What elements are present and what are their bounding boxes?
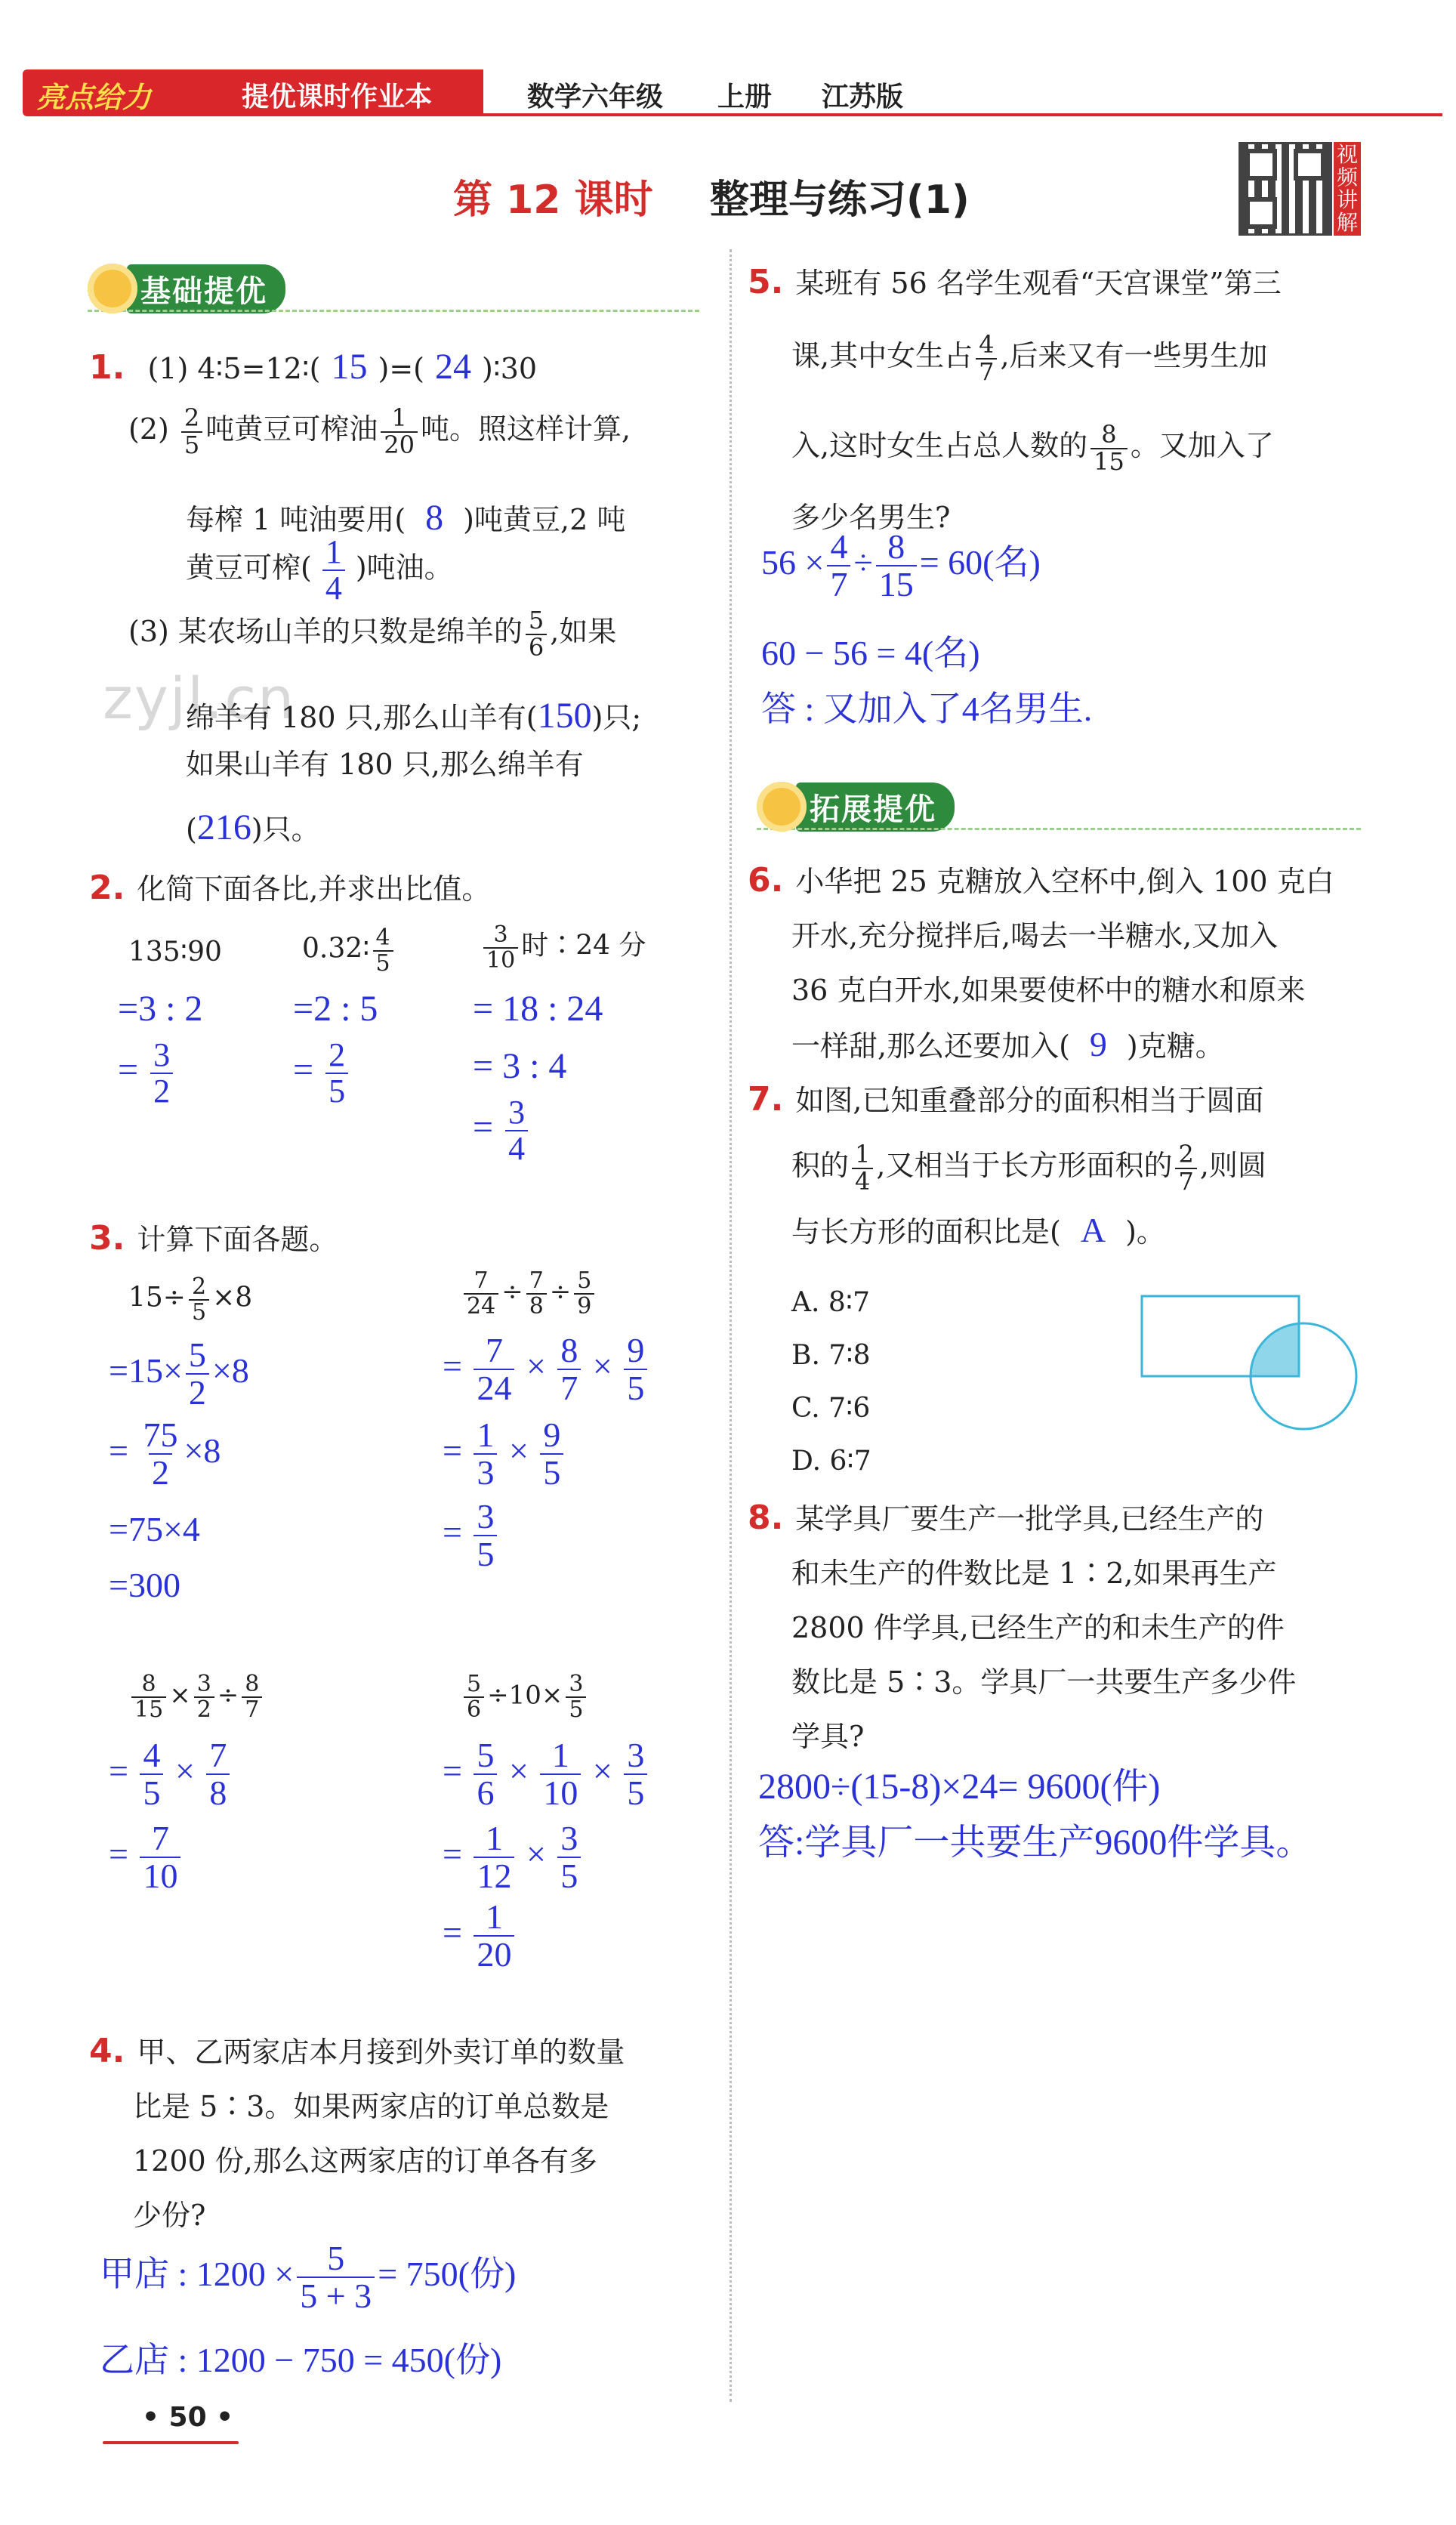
q3-expr4-question: $\frac{5}{6}$ ÷10× $\frac{3}{5}$ [461,1672,589,1721]
q3-expr3-step1: = $\frac{4}{5}$ × $\frac{7}{8}$ [109,1737,233,1812]
header-brand: 亮点给力 [36,81,152,114]
lesson-number: 第 12 课时 [453,177,653,223]
q3-expr4-step2: = $\frac{1}{12}$ × $\frac{3}{5}$ [443,1820,584,1895]
q1-part2-line2: 每榨 1 吨油要用( 8 )吨黄豆,2 吨 [186,498,626,538]
header-bar [23,69,1442,121]
q4-text: 4. 甲、乙两家店本月接到外卖订单的数量 比是 5∶3。如果两家店的订单总数是 1200 份,那么这两家店的订单各有多 少份? [89,2032,625,2232]
q2-col1-answer2: = $\frac{3}{2}$ [118,1038,176,1109]
qr-caption: 视频讲解 [1334,142,1361,236]
q7-options [791,1276,871,1488]
q2-col3-question: $\frac{3}{10}$ 时∶24 分 [480,923,646,972]
q3-expr2-step1: = $\frac{7}{24}$ × $\frac{8}{7}$ × $\frac{9}{5}$ [443,1332,650,1407]
q3-expr2-step3: = $\frac{3}{5}$ [443,1499,500,1573]
q1-part2-line3: 黄豆可榨( $\frac{1}{4}$ )吨油。 [186,533,453,607]
section-basic-rule [88,310,699,312]
column-divider [730,249,732,2402]
q1-answer-2: 24 [435,347,471,387]
sprout-icon [88,264,137,313]
q6-text: 6. 小华把 25 克糖放入空杯中,倒入 100 克白 开水,充分搅拌后,喝去一半糖水,又加入 36 克白开水,如果要使杯中的糖水和原来 一样甜,那么还要加入( 9 )克糖。 [748,861,1334,1063]
header-rule [483,113,1442,116]
q2-col3-answer3: = $\frac{3}{4}$ [473,1095,531,1166]
q1-answer-1: 15 [331,347,368,387]
q3-expr4-step3: = $\frac{1}{20}$ [443,1899,517,1974]
q3-expr4-step1: = $\frac{5}{6}$ × $\frac{1}{10}$ × $\frac{3}{5}$ [443,1737,650,1812]
q3-expr1-question: 15÷ $\frac{2}{5}$ ×8 [128,1273,253,1326]
watermark: zyjl.cn [103,665,296,732]
q1-number: 1. [89,348,125,387]
q6-answer: 9 [1089,1025,1107,1063]
q3-expr1-step3: =75×4 [109,1510,200,1548]
q1-part3-line4: (216)只。 [186,807,320,847]
q8-answer1: 2800÷(15-8)×24= 9600(件) [758,1767,1161,1807]
q2-col1-answer1: =3 : 2 [118,989,203,1029]
q4-answer2: 乙店 : 1200 − 750 = 450(份) [100,2341,502,2379]
q5-answer2: 60 − 56 = 4(名) [761,634,980,672]
q8-answer2: 答:学具厂一共要生产9600件学具。 [758,1823,1313,1863]
q1-part3-line1: (3) 某农场山羊的只数是绵羊的 $\frac{5}{6}$ ,如果 [128,605,617,662]
section-extend-rule [757,828,1361,830]
q7-option: B. 7∶8 [791,1340,871,1371]
header-edition: 江苏版 [822,82,904,113]
q2-col3-answer1: = 18 : 24 [473,989,603,1029]
header-grade: 数学六年级 [527,82,664,113]
section-basic: 基础提优 [88,264,285,313]
page-number: • 50 • [142,2402,234,2433]
q3-expr1-step2: = $\frac{75}{2}$ ×8 [109,1415,221,1492]
q5-answer1: 56 × $\frac{4}{7}$ ÷ $\frac{8}{15}$ = 60(名) [761,527,1041,604]
q1-part3-line2: 绵羊有 180 只,那么山羊有(150)只; [186,696,642,736]
q2-col2-answer2: = $\frac{2}{5}$ [293,1038,351,1109]
q3-prompt: 3. 计算下面各题。 [89,1219,338,1258]
q1-part3-line3: 如果山羊有 180 只,那么绵羊有 [186,748,584,781]
lesson-title: 整理与练习(1) [710,177,970,223]
q3-expr3-question: $\frac{8}{15}$ × $\frac{3}{2}$ ÷ $\frac{8}{7}$ [128,1672,265,1721]
q2-col2-question: 0.32∶ $\frac{4}{5}$ [302,926,396,975]
q3-expr2-step2: = $\frac{1}{3}$ × $\frac{9}{5}$ [443,1417,566,1492]
q1-answer-3: 8 [425,498,444,538]
q3-expr1-step1: =15× $\frac{5}{2}$ ×8 [109,1335,249,1412]
q3-expr3-step2: = $\frac{7}{10}$ [109,1820,184,1895]
header-volume: 上册 [717,82,773,113]
q8-text: 8. 某学具厂要生产一批学具,已经生产的 和未生产的件数比是 1∶2,如果再生产 2800 件学具,已经生产的和未生产的件 数比是 5∶3。学具厂一共要生产多少件 学具? [748,1499,1297,1753]
q1-answer-6: 216 [196,807,251,847]
header-series: 提优课时作业本 [242,82,433,113]
q7-option: D. 6∶7 [791,1446,871,1477]
q1-answer-5: 150 [537,696,592,736]
q5-answer3: 答 : 又加入了4名男生. [761,690,1093,728]
footer-rule [103,2441,239,2444]
trophy-icon [757,782,807,832]
q7-answer: A [1080,1211,1106,1249]
q7-option: A. 8∶7 [791,1287,871,1318]
section-extend: 拓展提优 [757,783,955,831]
q3-expr2-question: $\frac{7}{24}$ ÷ $\frac{7}{8}$ ÷ $\frac{5}{9}$ [461,1269,597,1318]
q1-answer-4: $\frac{1}{4}$ [322,535,345,606]
q7-figure [1140,1292,1367,1458]
q7-option: C. 7∶6 [791,1393,871,1424]
q2-col3-answer2: = 3 : 4 [473,1046,567,1086]
qr-code[interactable] [1239,142,1332,236]
q7-text: 7. 如图,已知重叠部分的面积相当于圆面 积的 $\frac{1}{4}$ ,又相当于长方形面积的 $\frac{2}{7}$ ,则圆 与长方形的面积比是( A )。 [748,1080,1266,1249]
q3-expr1-step4: =300 [109,1566,180,1604]
q2-col1-question: 135∶90 [128,937,222,968]
q2-prompt: 2. 化简下面各比,并求出比值。 [89,869,491,907]
q1-part1: 1. (1) 4∶5=12∶( 15 )=( 24 )∶30 [89,347,538,387]
q1-part2-line1: (2) $\frac{2}{5}$ 吨黄豆可榨油 $\frac{1}{20}$ 吨。照这样计算, [128,403,631,459]
q2-col2-answer1: =2 : 5 [293,989,378,1029]
q4-answer1: 甲店 : 1200 × $\frac{5}{5 + 3}$ = 750(份) [100,2239,517,2316]
q5-text: 5. 某班有 56 名学生观看“天宫课堂”第三 课,其中女生占 $\frac{4}{7}$ ,后来又有一些男生加 入,这时女生占总人数的 $\frac{8}{15}$ 。又加入了 多少名男生? [748,263,1282,534]
